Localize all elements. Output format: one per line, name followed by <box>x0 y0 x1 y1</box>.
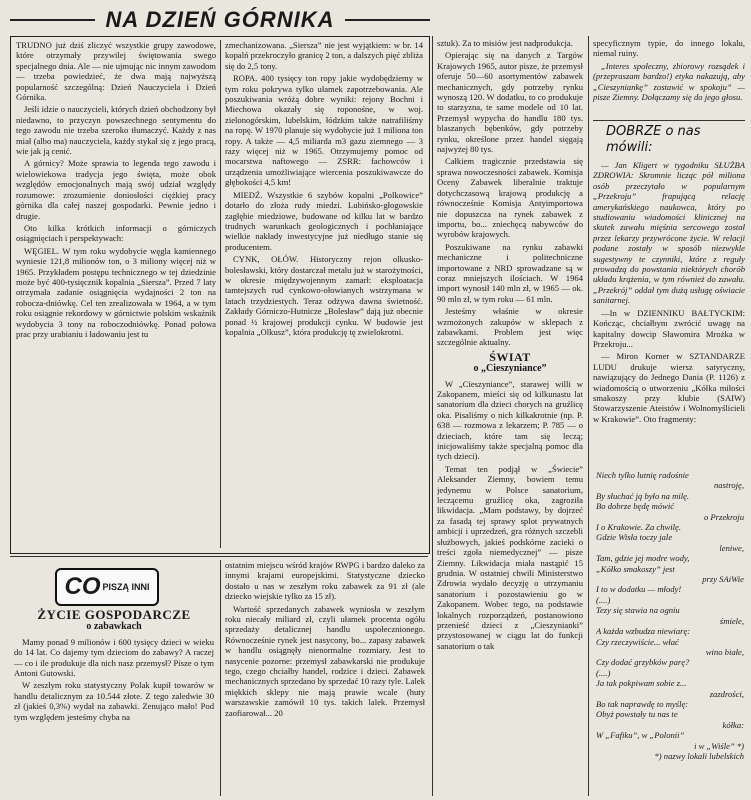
paragraph: Mamy ponad 9 milionów i 600 tysięcy dzieci w wieku do 14 lat. Co dajemy tym dzieciom do zabawy? A raczej — co i ile produkuje dla nich nasz przemysł? Pisze o tym Antoni Gutowski. <box>14 636 214 679</box>
poem-line: I o Krakowie. Za chwilę. <box>596 522 681 533</box>
paragraph: —In w DZIENNIKU BAŁTYCKIM: Kończąc, chciałbym zwrócić uwagę na kapitalny dowcip Sławomira Mrożka w Przekroju... <box>593 307 745 349</box>
paragraph: ostatnim miejscu wśród krajów RWPG i bardzo daleko za innymi krajami europejskimi. Statystyczne dziecko dostało u nas w zeszłym roku zabawek za 91 zł (ale dziecko wiejskie tylko za 15 zł). <box>225 560 425 602</box>
poem-line: Bo tak naprawdę to myślę: <box>596 698 689 709</box>
poem-line: i w „Wiśle” *) <box>694 740 744 751</box>
poem-line: *) nazwy lokali lubelskich <box>654 750 744 761</box>
paragraph: WĘGIEL. W tym roku wydobycie węgla kamiennego wyniesie 121,8 milionów ton, o 3 miliony więcej niż w 1965. Przykładem postępu technicznego w tej dziedzinie może być 400-tysięcznik kopalnia „Siersza”. Przed 7 laty otrzymała zadanie osiągnięcia wydajności 2 ton na robocza-dniówkę. Cel ten zrealizowała w 1964, a w tym roku osiągnie rekordowy w górnictwie polskim wskaźnik wydobycia 3 tony na roboczodniówkę. Ponad połowa prac przy urabianiu i ładowaniu jest tu <box>16 245 216 339</box>
paragraph: — Miron Korner w SZTANDARZE LUDU drukuje wiersz satyryczny, nawiązujący do Jednego Dania (P. 1126) z wiadomością o utworzeniu „Kółka miłości smakoszy przy klubie (SAIW) Stowarzyszenie Ateistów i Wolnomyślicieli w Krakowie”. Oto fragmenty: <box>593 351 745 424</box>
poem-line: Tam, gdzie jej modre wody, <box>596 553 690 564</box>
section-divider <box>593 120 745 121</box>
paragraph: „Interes społeczny, zbiorowy rozsądek i (przepraszam bardzo!) etyka nakazują, aby „Cieszyniankę” zostawić w spokoju” — pisze Ziemny. Dołączamy się do jego głosu. <box>593 60 745 103</box>
paragraph: ROPA. 400 tysięcy ton ropy jakie wydobędziemy w tym roku pokrywa tylko ułamek zapotrzebowania. Ale poszukiwania wróżą dobre wyniki: rejony Bochni i Miechowa okazały się roponośne, w woj. zielonogórskim, lubelskim, łódzkim także natrafiliśmy na ropę. W 1970 planuje się wydobycie już 1 miliona ton ropy. A także — 4,5 miliarda m3 gazu ziemnego — 3 razy więcej niż w 1965. Otrzymujemy pomoc od mocarstwa naftowego — ZSRR: fachowców i urządzenia umożliwiające wiercenia poszukiwawcze do głębokości 4,5 km! <box>225 73 423 188</box>
section-heading-zycie: ŻYCIE GOSPODARCZE <box>37 607 191 622</box>
column-divider <box>220 560 221 796</box>
poem-line: wino białe, <box>705 646 744 657</box>
poem-line: By słuchać ją było na milę. <box>596 490 690 501</box>
column-divider <box>588 36 589 796</box>
article-swiat-col4 <box>593 38 745 108</box>
poem-line: Niech tylko lutnię radośnie <box>596 470 689 480</box>
header-rule-left <box>10 19 95 21</box>
paragraph: zmechanizowana. „Siersza” nie jest wyjątkiem: w br. 14 kopalń przekroczyło granicę 2 ton, a dalszych pięć zbliża się do 2,5 tony. <box>225 40 423 71</box>
article-toys-col1 <box>14 606 214 798</box>
poem <box>596 470 744 798</box>
paragraph: Jesteśmy właśnie w okresie wzmożonych zakupów w sklepach z zabawkami. Problem jest więc szczególnie aktualny. <box>437 306 583 348</box>
section-heading-swiat: ŚWIAT <box>489 349 531 364</box>
section-divider <box>10 556 428 557</box>
article-toys-col3 <box>437 38 583 796</box>
poem-line: W „Fafiku”, w „Polonii” <box>596 730 685 741</box>
poem-line: Tezy się stawia na ogniu <box>596 605 680 616</box>
poem-line: (....) <box>596 594 611 605</box>
paragraph: Jeśli idzie o nauczycieli, których dzień obchodzony był niedawno, to przyczyn powszechnego sentymentu do tego zawodu nie trzeba szeroko tłumaczyć. Każdy z nas miał (albo ma) nauczyciela, każdy stykał się z jego pracą, wie jak ją cenić. <box>16 104 216 157</box>
press-review-col4 <box>593 160 745 470</box>
poem-line: o Przekroju <box>703 511 744 522</box>
paragraph: Temat ten podjął w „Świecie” Aleksander Ziemny, bowiem temu jedynemu w Polsce sanatorium, leczącemu gruźlicę oka, zagroziła likwidacja. „Mam podstawy, by dojrzeć za fasadą tej sprawy splot prywatnych ambicji i uprzedzeń, gra różnych szczebli służbowych, jakieś podskórne zacieki o treści zgoła niemedycznej” — pisze Ziemny. Likwidacja miała nastąpić 15 grudnia. W ostatniej chwili Ministerstwo Zdrowia wydało decyzję o utrzymaniu sanatorium i pozostawieniu go w Zakopanem. Wobec tego, na podstawie lokalnych rozporządzeń, postanowiono przenieść dzieci z „Cieszynianki” przystosowanej w ciągu lat do funkcji sanatorium o tak <box>437 463 583 651</box>
poem-line: leniwe, <box>719 542 744 553</box>
section-subheading: o zabawkach <box>86 621 142 633</box>
column-divider <box>432 36 433 796</box>
article-miners-col1 <box>16 40 216 548</box>
paragraph: MIEDŹ. Wszystkie 6 szybów kopalni „Polkowice” dotarło do złoża rudy miedzi. Lubińsko-głogowskie zagłębie miedziowe, budowane od kilku lat w bardzo trudnych warunkach geologicznych i pochłaniające wielkie nakłady inwestycyjne już niedługo stanie się producentem. <box>225 189 423 252</box>
section-subheading: o „Cieszyniance” <box>473 363 547 375</box>
poem-line: Bo dobrze będę mówić <box>596 501 675 512</box>
paragraph: Opierając się na danych z Targów Krajowych 1965, autor pisze, że przemysł oferuje 50—60 asortymentów zabawek mechanicznych, gdy potrzeby rynku wynoszą 120. W dodatku, to co produkuje to starzyzna, te same modele od 10 lat. Przemysł wypycha do handlu 180 tys. blaszanych bębenków, gdy potrzeby rynku, określone przez handel sięgają najwyżej 80 tys. <box>437 50 583 155</box>
paragraph: A górnicy? Może sprawia to legenda tego zawodu i wielowiekowa tradycja jego święta, może obok względów emocjonalnych mają swój udział względy rozumowe: zrozumienie doniosłości ciężkiej pracy górnika dla całej naszej gospodarki. Pewnie jedno i drugie. <box>16 158 216 221</box>
logo-text-small: PISZĄ INNI <box>102 581 150 592</box>
poem-line: (....) <box>596 667 611 678</box>
poem-line: A każda wzbudza niewiarę: <box>596 626 691 637</box>
poem-line: Gdzie Wisła toczy jale <box>596 532 673 543</box>
header-band <box>10 6 430 34</box>
poem-line: Czy rzeczywiście... włać <box>596 636 679 647</box>
paragraph: Oto kilka krótkich informacji o górniczych osiągnięciach i perspektywach: <box>16 222 216 244</box>
paragraph: CYNK, OŁÓW. Historyczny rejon olkusko-bolesławski, który dostarczał metalu już w starożytności, w okresie międzywojennym zamarł: eksploatacja tamtejszych rud cynkowo-ołowianych wstrzymana w latach trzydziestych. Teraz odżywa dawna świetność. Zakłady Górniczo-Hutnicze „Bolesław” dają już obecnie ponad ½ krajowej produkcji cynku. W budowie jest kopalnia „Olkusz”, która produkcję tę zwielokrotni. <box>225 254 423 337</box>
page-title: NA DZIEŃ GÓRNIKA <box>105 7 335 32</box>
paragraph: — Jan Kligert w tygodniku SŁUŻBA ZDROWIA: Skromnie licząc pół miliona osób przeczytało w popularnym „Przekroju” frapującą relację amerykańskiego naukowca, który po studiowaniu wiadomości klinicznej na skutek zawału mięśnia sercowego został przez lekarzy przywrócone życie. W relacji podane zostały w sposób niezwykle sugestywny te czynniki, które z reguły prowadzą do powstania niektórych chorób układu krążenia, w tym również do zawału. „Przekrój” oddał tym dużą usługę oświacie sanitarnej. <box>593 160 745 306</box>
paragraph: TRUDNO już dziś zliczyć wszystkie grupy zawodowe, które otrzymały przywilej świętowania swego specjalnego dnia. Ale — nie ujmując nic innym zawodom — trzeba powiedzieć, że dwa mają najwyższą popularność szczególną: Dzień Nauczyciela i Dzień Górnika. <box>16 40 216 103</box>
poem-line: Obyż powstały tu nas te <box>596 709 678 720</box>
poem-line: „Kółko smakoszy” jest <box>596 563 675 574</box>
article-toys-col2 <box>225 560 425 798</box>
poem-line: kółka: <box>722 719 744 730</box>
paragraph: specyficznym typie, do innego lokalu, niemal ruiny. <box>593 38 745 59</box>
poem-line: przy SAiWie <box>702 574 744 585</box>
article-miners-col2 <box>225 40 423 548</box>
poem-line: śmiele, <box>719 615 744 626</box>
paragraph: Całkiem tragicznie przedstawia się sprawa nowoczesności zabawek. Komisja Oceny Zabawek liberalnie traktuje dotychczasową krajową produkcję a równocześnie Komisja Antyimportowa nie dopuszcza na rynek zabawek z importu, bo... zniechęcą nabywców do wyrobów krajowych. <box>437 156 583 240</box>
paragraph: Wartość sprzedanych zabawek wyniosła w zeszłym roku niecały miliard zł, czyli ułamek procenta ogółu sprzedaży detalicznej handlu uspołecznionego. Równocześnie rynek jest nasycony, bo... zapasy zabawek w handlu osiągnęły nienormalne rozmiary. Jest to nasycenie pozorne: przemysł zabawkarski nie produkuje tego, czego chciałby handel, rodzice i dzieci. Zabawek mechanicznych sprzedano by sprzedać 10 razy tyle. Lalek miękkich sklepy nie mają prawie wcale (huty warszawskie zamówił 10 tys. takich lalek. Przemysł zaofiarował... 20 <box>225 603 425 718</box>
poem-line: Ja tak pokpiwam sobie z... <box>596 678 687 689</box>
poem-line: Czy dodać grzybków parę? <box>596 657 690 668</box>
paragraph: Poszukiwane na rynku zabawki mechaniczne i politechniczne importowane z NRD sprowadzane są w coraz mniejszych ilościach. W 1964 import wynosił 140 mln zł, w 1965 — ok. 90 mln zł, w tym roku — 61 mln. <box>437 241 583 304</box>
poem-line: I to w dodatku — młody! <box>596 584 682 595</box>
column-divider <box>220 40 221 548</box>
co-pisza-inni-logo <box>55 568 159 606</box>
poem-line: nastroję, <box>714 480 744 491</box>
paragraph: W „Cieszyniance”, starawej willi w Zakopanem, mieści się od kilkunastu lat sanatorium dla dzieci chorych na gruźlicę oka. Pisaliśmy o nich kilkakrotnie (np. P. 638 — rozmowa z lekarzem; P. 785 — o dzieciach, które tam się leczą; inicjowaliśmy także specjalną pomoc dla tych dzieci). <box>437 378 583 462</box>
poem-line: zazdrości, <box>709 688 744 699</box>
handwritten-title: DOBRZE o nas mówili: <box>606 124 701 155</box>
paragraph: sztuk). Za to misiów jest nadprodukcja. <box>437 38 573 48</box>
header-rule-right <box>345 19 430 21</box>
paragraph: W zeszłym roku statystyczny Polak kupił towarów w handlu detalicznym za 10.544 złote. Z tego zaledwie 30 zł (jakieś 0,3%) wydał na zabawki. Zenująco mało! Pod tym względem jesteśmy chyba na <box>14 680 214 722</box>
logo-text-big: CO <box>64 573 101 600</box>
